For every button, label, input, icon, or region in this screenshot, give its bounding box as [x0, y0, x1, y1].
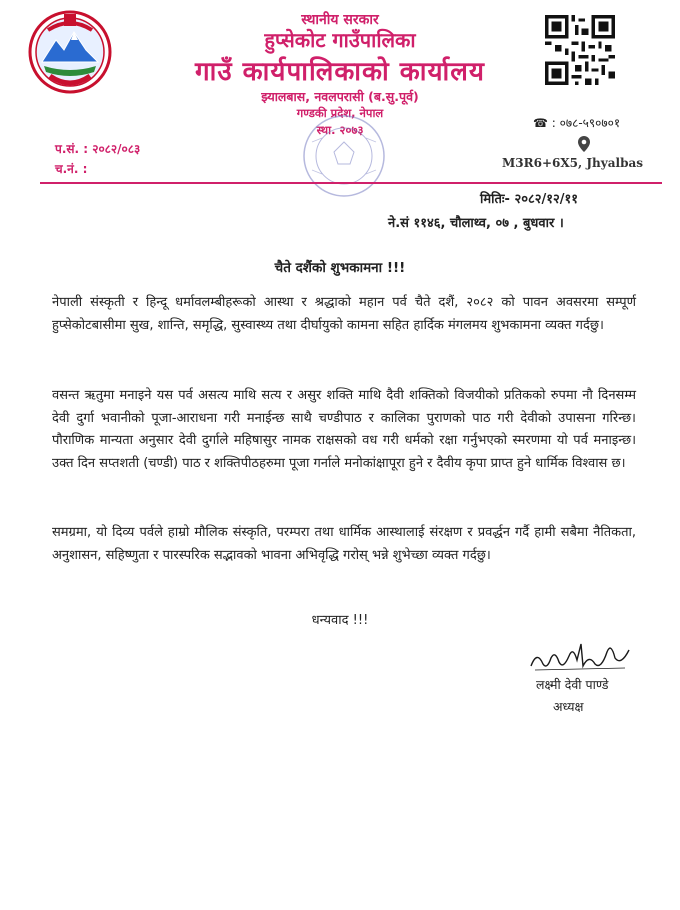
signatory-title: अध्यक्ष — [553, 699, 584, 714]
official-seal-stamp — [300, 112, 388, 200]
location-pin-icon — [578, 136, 590, 152]
handwritten-signature — [525, 636, 635, 676]
nepal-emblem-logo — [28, 10, 112, 94]
letter-subject: चैते दशैंको शुभकामना !!! — [274, 260, 406, 276]
location-code: M3R6+6X5, Jhyalbas — [502, 156, 644, 170]
qr-code — [545, 15, 615, 85]
body-paragraph-3: समग्रमा, यो दिव्य पर्वले हाम्रो मौलिक संस्कृति, परम्परा तथा धार्मिक आस्थालाई संरक्षण र प्रवर्द्धन गर्दै हामी सबैमा नैतिकता, अनुशासन, सहिष्णुता र पारस्परिक सद्भावको भावना अभिवृद्धि गरोस् भन्ने शुभेच्छा व्यक्त गर्दछु। — [52, 525, 636, 563]
letter-reference-number: प.सं. : २०८२/०८३ — [55, 142, 141, 156]
letter-date: मितिः- २०८२/१२/११ — [480, 192, 579, 207]
body-paragraph-1: नेपाली संस्कृती र हिन्दू धर्मावलम्बीहरूको आस्था र श्रद्धाको महान पर्व चैते दशैं, २०८२ को पावन अवसरमा सम्पूर्ण हुप्सेकोटबासीमा सुख, शान्ति, समृद्धि, सुस्वास्थ्य तथा दीर्घायुको कामना सहित हार्दिक मंगलमय शुभकामना व्यक्त गर्दछु। — [52, 295, 636, 333]
header-local-government: स्थानीय सरकार — [301, 12, 379, 28]
body-paragraph-2: वसन्त ऋतुमा मनाइने यस पर्व असत्य माथि सत्य र असुर शक्ति माथि दैवी शक्तिको विजयीको प्रतिकको रुपमा नौ दिनसम्म देवी दुर्गा भवानीको पूजा-आराधना गरी मनाईन्छ साथै चण्डीपाठ र कालिका पुराणको पाठ गरी देवीको उपासना गरिन्छ। पौराणिक मान्यता अनुसार देवी दुर्गाले महिषासुर नामक राक्षसको वध गरी धर्मको रक्षा गर्नुभएको स्मरणमा यो पर्व मनाइन्छ। उक्त दिन सप्तशती (चण्डी) पाठ र शक्तिपीठहरुमा पूजा गर्नाले मनोकांक्षापूरा हुने र दैवीय कृपा प्राप्त हुने धार्मिक विश्वास छ। — [52, 388, 636, 471]
header-divider — [40, 182, 662, 184]
header-established: स्था. २०७३ — [316, 123, 364, 137]
signatory-name: लक्ष्मी देवी पाण्डे — [536, 677, 609, 692]
header-province: गण्डकी प्रदेश, नेपाल — [296, 106, 384, 120]
header-municipality-name: हुप्सेकोट गाउँपालिका — [264, 28, 416, 52]
dispatch-number: च.नं. : — [55, 162, 88, 176]
closing-thanks: धन्यवाद !!! — [311, 613, 369, 628]
phone-number: ☎ : ०७८-५९०७०१ — [533, 116, 621, 130]
nepal-sambat-date: ने.सं ११४६, चौलाथ्व, ०७ , बुधवार । — [388, 216, 564, 231]
header-office-name: गाउँ कार्यपालिकाको कार्यालय — [195, 57, 485, 87]
header-address: झ्यालबास, नवलपरासी (ब.सु.पूर्व) — [261, 89, 419, 104]
